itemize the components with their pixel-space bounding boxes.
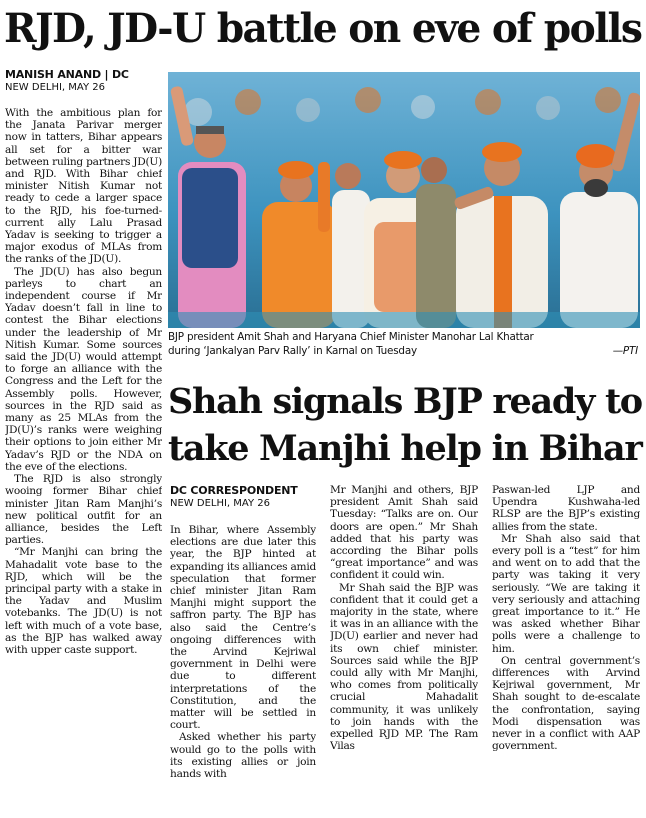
story2-column-3 — [492, 484, 640, 814]
story2-headline — [168, 378, 642, 472]
story2-paragraph: Mr Shah said the BJP was confident that it could get a majority in the state, where it was in an alliance with the JD(U) earlier and never had its own chief minister. Sources said while the BJP could ally with Mr Manjhi, who comes from politically crucial Mahadalit community, it was unlikely to join hands with the expelled RJD MP. The Ram Vilas — [330, 581, 478, 753]
story2-paragraph: Mr Shah also said that every poll is a “test” for him and went on to add that the party was taking it very seriously. “We are taking it very seriously and attaching great importance to it.” He was asked whether Bihar polls were a challenge to him. — [492, 532, 640, 655]
story1-paragraph: With the ambitious plan for the Janata Parivar merger now in tatters, Bihar appears all set for a bitter war between ruling partners JD(U) and RJD. With Bihar chief minister Nitish Kumar not ready to cede a larger space to the RJD, his foe-turned-current ally Lalu Prasad Yadav is seeking to trigger a major exodus of MLAs from the ranks of the JD(U). — [5, 107, 162, 266]
story2-headline-line: Shah signals BJP ready to — [168, 381, 642, 422]
story2-paragraph: Paswan-led LJP and Upendra Kushwaha-led RLSP are the BJP’s existing allies from the state. — [492, 484, 640, 533]
story2-paragraph: On central government’s differences with Arvind Kejriwal government, Mr Shah sought to de-escalate the confrontation, saying Modi dispensation was never in a conflict with AAP government. — [492, 654, 640, 753]
story2-paragraph: In Bihar, where Assembly elections are due later this year, the BJP hinted at expanding its alliances amid speculation that former chief minister Jitan Ram Manjhi might support the saffron party. The BJP has also said the Centre’s ongoing differences with the Arvind Kejriwal government in Delhi were due to different interpretations of the Constitution, and the matter will be settled in court. — [170, 524, 316, 732]
rally-photo — [168, 72, 640, 328]
photo-caption-line: BJP president Amit Shah and Haryana Chief Minister Manohar Lal Khattar — [168, 331, 534, 343]
story2-byline: DC CORRESPONDENT — [170, 484, 298, 497]
photo-caption — [168, 331, 640, 358]
story2-dateline: NEW DELHI, MAY 26 — [170, 498, 270, 509]
story2-column-2 — [330, 484, 478, 814]
story2-headline-line: take Manjhi help in Bihar — [168, 428, 642, 469]
story2-paragraph: Asked whether his party would go to the polls with its existing allies or join hands with — [170, 731, 316, 781]
story2-paragraph: Mr Manjhi and others, BJP president Amit Shah said Tuesday: “Talks are on. Our doors are open.” Mr Shah added that his party was according the Bihar polls “great importance” and was confident it could win. — [330, 484, 478, 582]
rally-photo-image — [168, 72, 640, 328]
photo-caption-line: during ‘Jankalyan Parv Rally’ in Karnal on Tuesday — [168, 344, 417, 357]
story1-byline: MANISH ANAND | DC — [5, 68, 129, 81]
story1-dateline: NEW DELHI, MAY 26 — [5, 82, 105, 93]
main-headline: RJD, JD-U battle on eve of polls — [4, 5, 642, 52]
photo-credit: —PTI — [612, 344, 638, 357]
story1-paragraph: The JD(U) has also begun parleys to chart an independent course if Mr Yadav doesn’t fall in line to contest the Bihar elections under the leadership of Mr Nitish Kumar. Some sources said the JD(U) would attempt to forge an alliance with the Congress and the Left for the Assembly polls. However, sources in the RJD said as many as 25 MLAs from the JD(U)’s ranks were weighing their options to join either Mr Yadav’s RJD or the NDA on the eve of the elections. — [5, 265, 162, 473]
story2-byline-block — [170, 484, 298, 510]
story1-paragraph: The RJD is also strongly wooing former Bihar chief minister Jitan Ram Manjhi’s new political outfit for an alliance, besides the Left parties. — [5, 473, 162, 547]
story2-column-1 — [170, 524, 316, 814]
story1-byline-block — [5, 68, 129, 94]
story1-column — [5, 107, 162, 813]
story1-paragraph: “Mr Manjhi can bring the Mahadalit vote base to the RJD, which will be the principal party with a stake in the Yadav and Muslim votebanks. The JD(U) is not left with much of a vote base, as the BJP has walked away with upper caste support. — [5, 546, 162, 656]
